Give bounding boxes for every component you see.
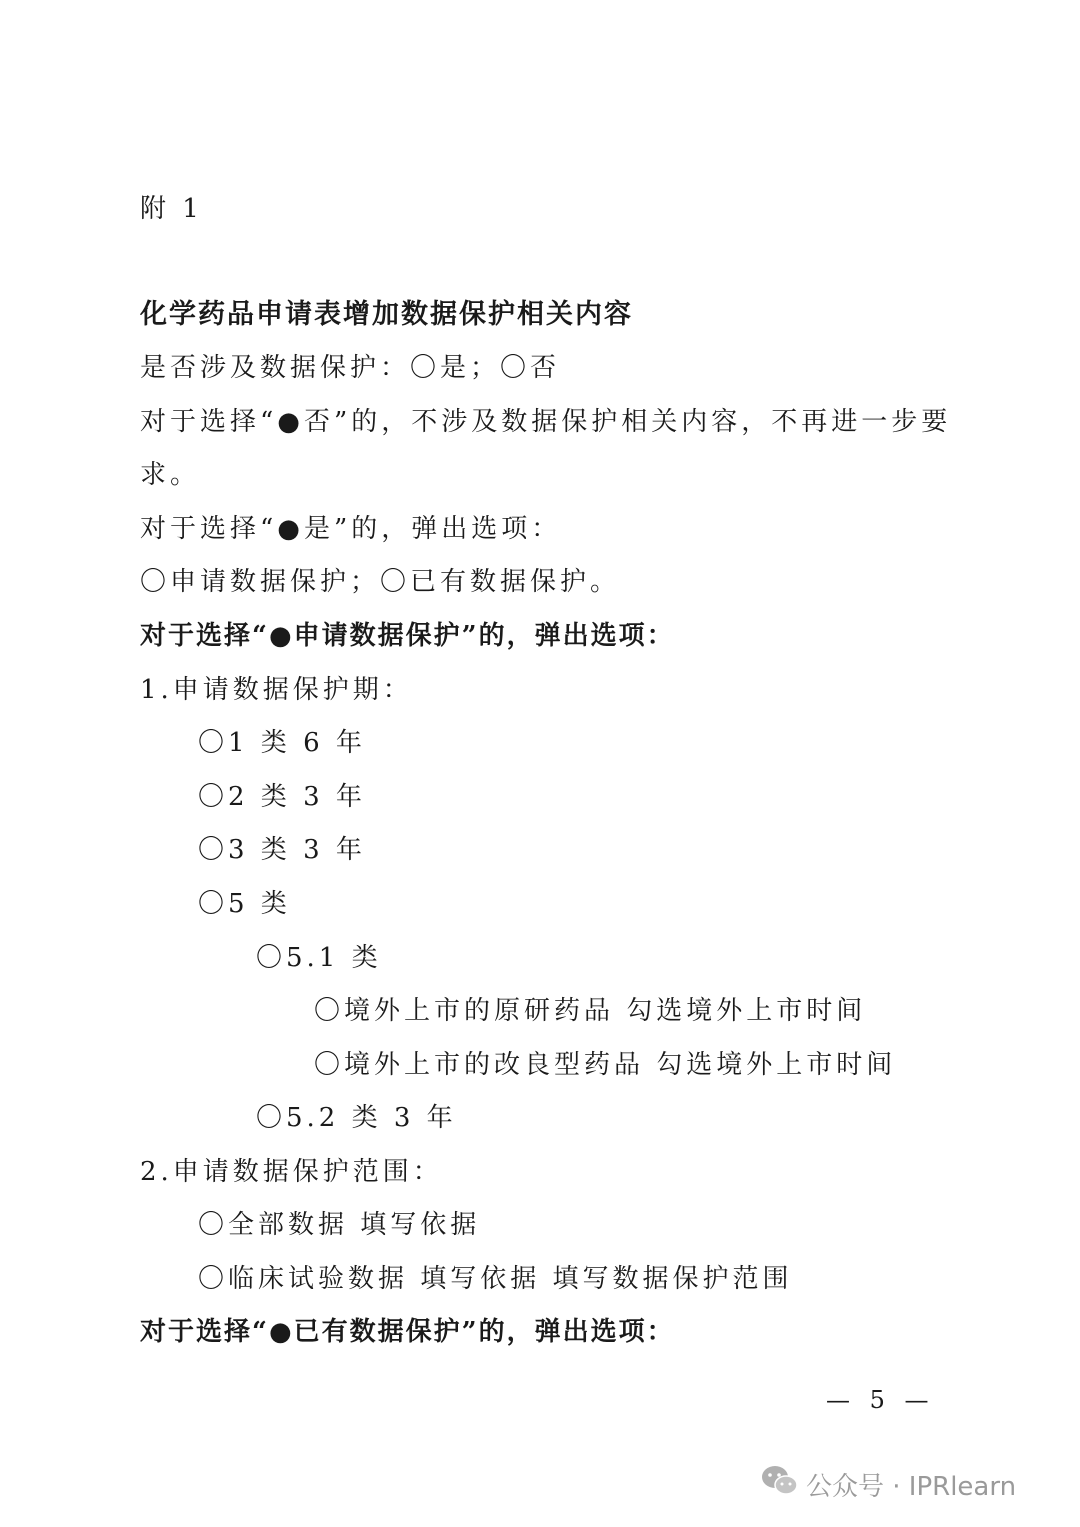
option-all-data: 〇全部数据 填写依据	[198, 1210, 481, 1240]
section-protection-period: 1.申请数据保护期：	[140, 675, 413, 705]
page-number: — 5 —	[826, 1386, 935, 1414]
watermark	[760, 1464, 1016, 1505]
paragraph-if-existing: 对于选择“●已有数据保护”的，弹出选项：	[140, 1317, 675, 1347]
annex-label: 附 1	[140, 194, 203, 224]
option-class-3: 〇3 类 3 年	[198, 835, 366, 865]
option-class-2: 〇2 类 3 年	[198, 782, 366, 812]
option-class-5: 〇5 类	[198, 889, 291, 919]
question-involves-data-protection: 是否涉及数据保护：〇是；〇否	[140, 353, 561, 383]
option-improved-drug-abroad: 〇境外上市的改良型药品 勾选境外上市时间	[314, 1050, 897, 1080]
paragraph-if-no: 对于选择“●否”的，不涉及数据保护相关内容，不再进一步要	[140, 407, 952, 437]
option-original-drug-abroad: 〇境外上市的原研药品 勾选境外上市时间	[314, 996, 867, 1026]
section-protection-scope: 2.申请数据保护范围：	[140, 1157, 443, 1187]
document-title: 化学药品申请表增加数据保护相关内容	[140, 299, 633, 330]
wechat-icon	[760, 1464, 800, 1505]
option-class-5-1: 〇5.1 类	[256, 943, 382, 973]
option-clinical-trial-data: 〇临床试验数据 填写依据 填写数据保护范围	[198, 1264, 793, 1294]
option-apply-or-existing: 〇申请数据保护；〇已有数据保护。	[140, 567, 621, 597]
paragraph-if-yes: 对于选择“●是”的，弹出选项：	[140, 514, 562, 544]
paragraph-if-apply: 对于选择“●申请数据保护”的，弹出选项：	[140, 621, 675, 651]
paragraph-if-no-continued: 求。	[140, 460, 201, 490]
option-class-1: 〇1 类 6 年	[198, 728, 366, 758]
watermark-text: 公众号 · IPRlearn	[806, 1472, 1017, 1502]
option-class-5-2: 〇5.2 类 3 年	[256, 1103, 457, 1133]
